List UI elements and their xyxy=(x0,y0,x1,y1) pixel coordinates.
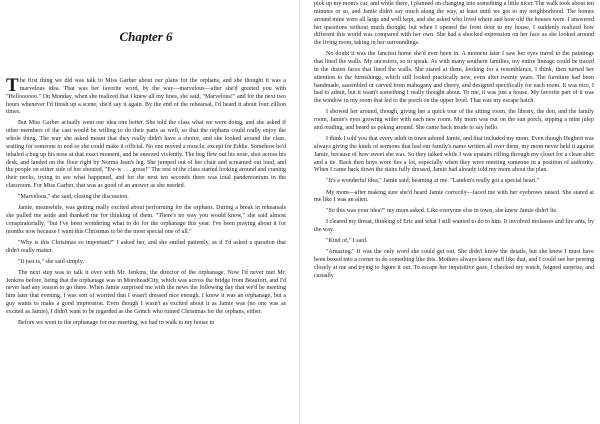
paragraph: "It just is," she said simply. xyxy=(18,258,84,265)
right-page xyxy=(300,0,600,424)
paragraph: Jamie, meanwhile, was getting really excited about performing for the orphans. During a break in rehearsals she pulled me aside and thanked me for thinking of them. "There's no way you would know," she said almost conspiratorially, "but I've been wondering what to do for the orphanage this year. I've been praying about it for months now because I want this Christmas to be the most special one of all." xyxy=(6,205,286,235)
paragraph: The next step was to talk it over with Mr. Jenkins, the director of the orphanage. Now I'd never met Mr. Jenkins before, being that the orphanage was in MoreheadCity, which was across the bridge from Beaufort, and I'd never had any reason to go there. When Jamie surprised me with the news the following day that we'd be meeting him later that evening, I was sort of worried that I wasn't dressed nice enough. I know it was an orphanage, but a guy wants to make a good impression. Even though I wasn't as excited about it as Jamie was (no one was as excited as Jamie), I didn't want to be regarded as the Grinch who ruined Christmas for the orphans, either. xyxy=(6,269,286,315)
paragraph: "Marvelous," she said, closing the discussion. xyxy=(18,194,129,201)
paragraph-text: he first thing we did was talk to Miss Garber about our plans for the orphans, and she thought it was a marvelous idea. That was her favorite word, by the way—marvelous—after she'd greeted you with "Helloooooo." On Monday, when she realized that I knew all my lines, she said, "Marvelous!" and for the next two hours whenever I'd finish up a scene, she'd say it again. By the end of the rehearsal, I'd heard it about four zillion times. xyxy=(6,78,286,116)
paragraph: No doubt it was the fanciest home she'd ever been in. A moment later I saw her eyes travel to the paintings that lined the walls. My ancestors, so to speak. As with many southern families, my entire lineage could be traced in the dozen faces that lined the walls. She stared at them, looking for a resemblance, I think, then turned her attention to the furnishings, which still looked practically new, even after twenty years. The furniture had been handmade, assembled or carved from mahogany and cherry, and designed specifically for each room. It was nice, I had to admit, but it wasn't something I really thought about. To me, it was just a house. My favorite part of it was the window in my room that led to the porch on the upper level. That was my escape hatch. xyxy=(314,51,594,105)
paragraph: "Why is this Christmas so important?" I asked her, and she smiled patiently, as if I'd asked a question that didn't really matter. xyxy=(6,239,286,254)
paragraph: "Amazing." It was the only word she could get out. She didn't know the details, but she knew I must have been boxed into a corner to do something like this. Mothers always know stuff like that, and I could see her peering closely at me and trying to figure it out. To escape her inquisitive gaze, I checked my watch, feigned surprise, and casually xyxy=(314,249,594,279)
paragraph: Before we went to the orphanage for our meeting, we had to walk to my house to xyxy=(18,319,215,326)
paragraph: I think I told you that every adult in town adored Jamie, and that included my mom. Even though Hegbert was always giving the kinds of sermons that had our family's name written all over them, my mom never held it against Jamie, because of how sweet she was. So they talked while I was upstairs rifling through my closet for a clean shirt and a tie. Back then boys wore ties a lot, especially when they were meeting someone in a position of authority. When I came back down the stairs fully dressed, Jamie had already told my mom about the plan. xyxy=(314,136,594,174)
paragraph: But Miss Garber actually went our idea one better. She told the class what we were doing, and she asked if other members of the cast would be willing to do their parts as well, so that the orphans could really enjoy the whole thing. The way she asked meant that they really didn't have a choice, and she looked around the class, waiting for someone to nod so she could make it official. No one moved a muscle, except for Eddie. Somehow he'd inhaled a bug up his nose at that exact moment, and he sneezed violently. The bug flew out his nose, shot across his desk, and landed on the floor right by Norma Jean's leg. She jumped out of her chair and screamed out loud, and the people on either side of her shouted, "Ew-w . . . gross!" The rest of the class started looking around and craning their necks, trying to see what happened, and for the next ten seconds there was total pandemonium in the classroom. For Miss Garber, that was as good of an answer as she needed. xyxy=(6,120,286,190)
drop-cap: T xyxy=(6,75,19,96)
paragraph: pick up my mom's car, and while there, I planned on changing into something a little nicer. The walk took about ten minutes or so, and Jamie didn't say much along the way, at least until we got to my neighborhood. The homes around mine were all large and well kept, and she asked who lived where and how old the houses were. I answered her questions without much thought, but when I opened the front door to my house, I suddenly realized how different this world was compared with her own. She had a shocked expression on her face as she looked around the living room, taking in her surroundings. xyxy=(314,1,594,47)
paragraph: "So this was your idea?" my mom asked. Like everyone else in town, she knew Jamie didn't lie. xyxy=(326,208,558,215)
paragraph: "It's a wonderful idea," Jamie said, beaming at me. "Landon's really got a special heart." xyxy=(326,178,540,185)
paragraph: "Kind of," I said. xyxy=(326,238,368,245)
paragraph: I showed her around, though, giving her a quick tour of the sitting room, the library, the den, and the family room, Jamie's eyes growing wider with each new room. My mom was out on the sun porch, sipping a mint julep and reading, and heard us poking around. She came back inside to say hello. xyxy=(314,109,594,132)
paragraph: I cleared my throat, thinking of Eric and what I still wanted to do to him. It involved molasses and fire ants, by the way. xyxy=(314,219,594,234)
chapter-title: Chapter 6 xyxy=(119,29,173,44)
paragraph xyxy=(6,75,286,117)
paragraph: My mom—after making sure she'd heard Jamie correctly—faced me with her eyebrows raised. She stared at me like I was an alien. xyxy=(314,189,594,204)
